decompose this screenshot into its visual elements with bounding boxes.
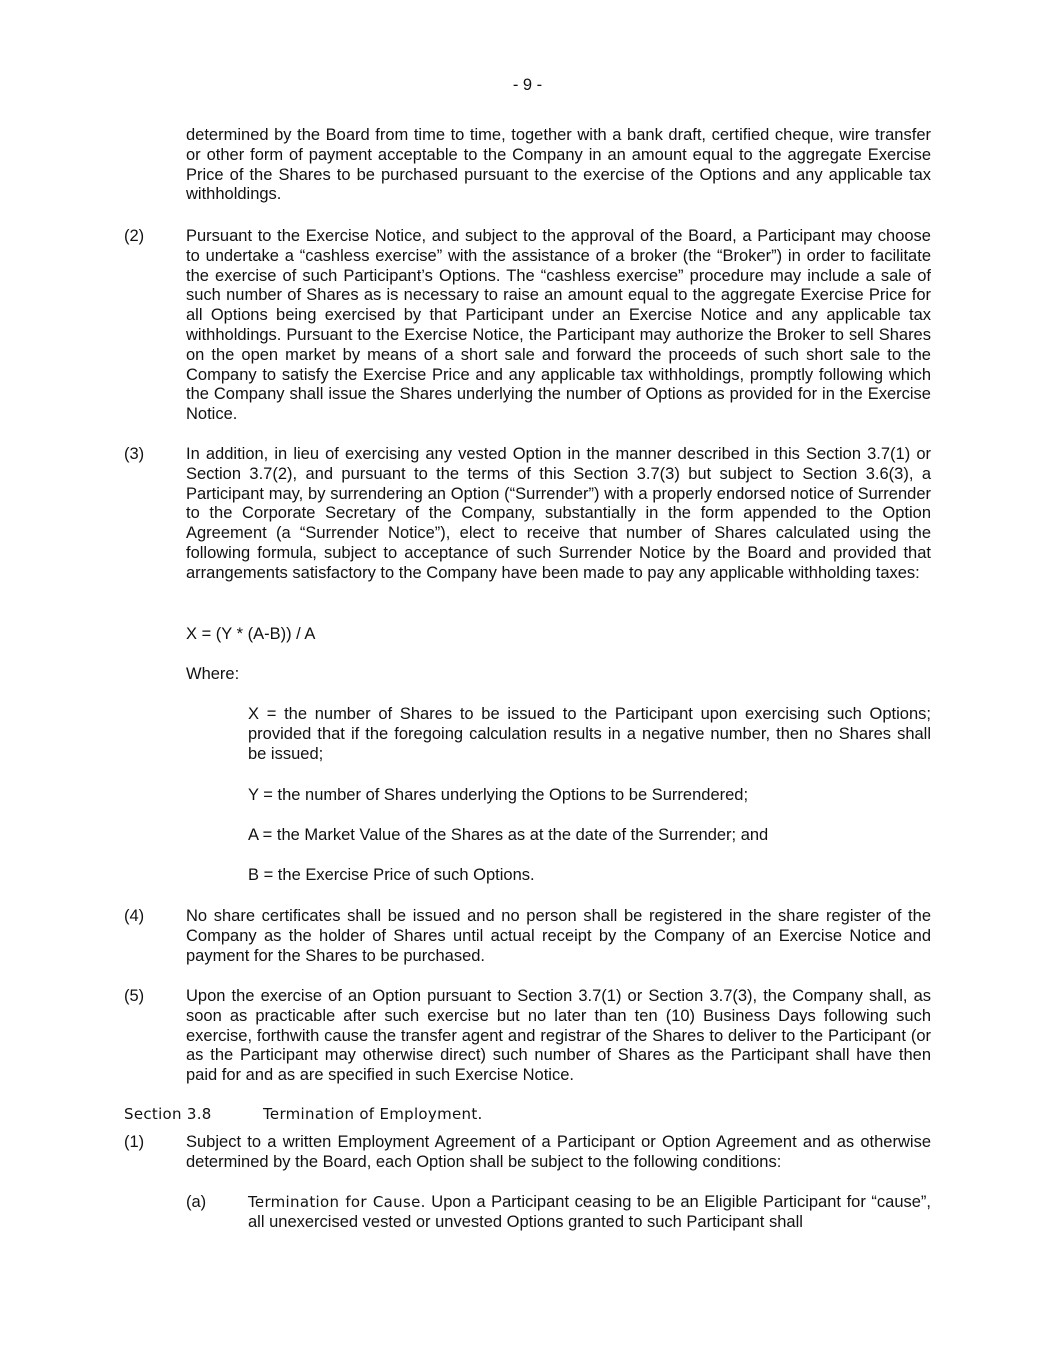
page-number: - 9 - <box>512 76 543 94</box>
sub-item-text: Upon a Participant ceasing to be an Eligible Participant for “cause”, all unexercised vested or unvested Options granted to such Participant shall <box>248 1193 932 1231</box>
definition-b: B = the Exercise Price of such Options. <box>248 866 535 884</box>
item-number: (2) <box>124 227 145 245</box>
formula-expression: X = (Y * (A-B)) / A <box>186 625 316 643</box>
definition-y: Y = the number of Shares underlying the Options to be Surrendered; <box>248 786 749 804</box>
section-title: Termination of Employment. <box>263 1105 483 1123</box>
item-number: (3) <box>124 445 145 463</box>
paragraph-exercise-delivery: Upon the exercise of an Option pursuant to Section 3.7(1) or Section 3.7(3), the Company shall, as soon as practicable after such exercise but no later than ten (10) Business Days following such exercise, forthwith cause the transfer agent and registrar of the Shares to deliver to the Participant (or as the Participant may otherwise direct) such number of Shares as the Participant shall have then paid for and as are specified in such Exercise Notice. <box>186 987 931 1085</box>
sub-item-heading: Termination for Cause. <box>248 1193 426 1211</box>
sub-item-number: (a) <box>186 1193 207 1211</box>
paragraph-surrender: In addition, in lieu of exercising any vested Option in the manner described in this Section 3.7(1) or Section 3.7(2), and pursuant to the terms of this Section 3.7(3) but subject to Section 3.6(3), a Participant may, by surrendering an Option (“Surrender”) with a properly endorsed notice of Surrender to the Corporate Secretary of the Company, substantially in the form appended to the Option Agreement (a “Surrender Notice”), elect to receive that number of Shares calculated using the following formula, subject to acceptance of such Surrender Notice by the Board and provided that arrangements satisfactory to the Company have been made to pay any applicable withholding taxes: <box>186 445 931 582</box>
paragraph-cashless-exercise: Pursuant to the Exercise Notice, and subject to the approval of the Board, a Participant may choose to undertake a “cashless exercise” with the assistance of a broker (the “Broker”) in order to facilitate the exercise of such Participant’s Options. The “cashless exercise” procedure may include a sale of such number of Shares as is necessary to raise an amount equal to the aggregate Exercise Price for all Options being exercised by that Participant under an Exercise Notice and any applicable tax withholdings. Pursuant to the Exercise Notice, the Participant may authorize the Broker to sell Shares on the open market by means of a short sale and forward the proceeds of such short sale to the Company to satisfy the Exercise Price and any applicable tax withholdings, promptly following which the Company shall issue the Shares underlying the number of Options as provided for in the Exercise Notice. <box>186 227 931 424</box>
item-number: (1) <box>124 1133 145 1151</box>
item-number: (4) <box>124 907 145 925</box>
item-number: (5) <box>124 987 145 1005</box>
definition-a: A = the Market Value of the Shares as at the date of the Surrender; and <box>248 826 769 844</box>
paragraph-termination-conditions: Subject to a written Employment Agreement of a Participant or Option Agreement and as otherwise determined by the Board, each Option shall be subject to the following conditions: <box>186 1133 931 1171</box>
paragraph-termination-for-cause <box>248 1193 931 1233</box>
definition-x: X = the number of Shares to be issued to the Participant upon exercising such Options; provided that if the foregoing calculation results in a negative number, then no Shares shall be issued; <box>248 705 931 763</box>
continuation-paragraph: determined by the Board from time to time, together with a bank draft, certified cheque, wire transfer or other form of payment acceptable to the Company in an amount equal to the aggregate Exercise Price of the Shares to be purchased pursuant to the exercise of the Options and any applicable tax withholdings. <box>186 126 931 204</box>
section-label: Section 3.8 <box>124 1105 212 1123</box>
formula-where-label: Where: <box>186 665 240 683</box>
section-heading <box>124 1105 483 1125</box>
paragraph-share-certificates: No share certificates shall be issued and no person shall be registered in the share register of the Company as the holder of Shares until actual receipt by the Company of an Exercise Notice and payment for the Shares to be purchased. <box>186 907 931 965</box>
